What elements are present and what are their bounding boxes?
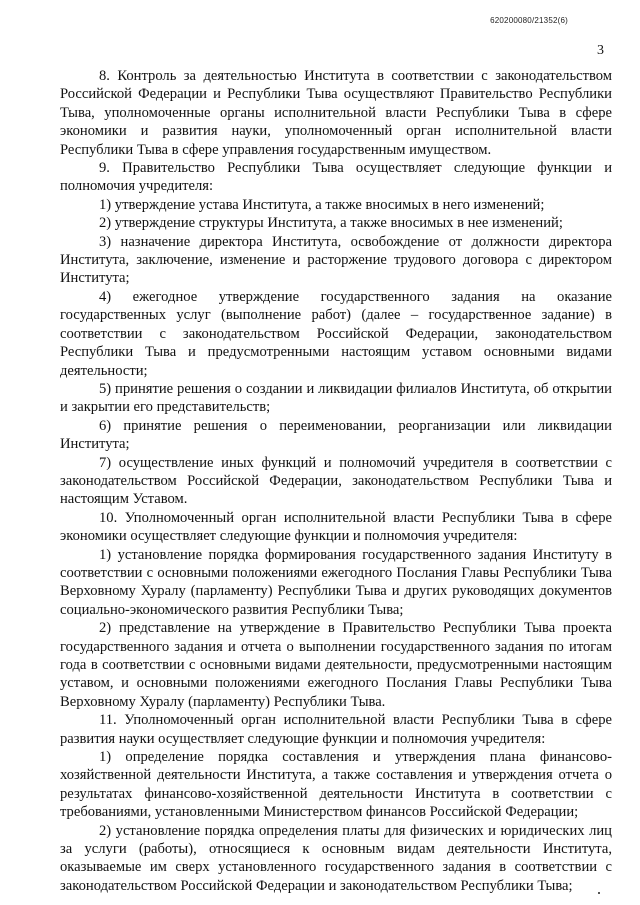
list-item: 1) определение порядка составления и утверждения плана финансово-хозяйственной деятельности Института, а также составления и утверждения отчета о результатах финансово-хозяйственной деятельности Института в соответствии с требованиями, установленными Министерством финансов Российской Федерации;: [60, 749, 612, 821]
list-item: 4) ежегодное утверждение государственного задания на оказание государственных услуг (выполнение работ) (далее – государственное задание) в соответствии с законодательством Российской Федерации, законодательством Республики Тыва и предусмотренными настоящим уставом основными видами деятельности;: [60, 288, 612, 379]
list-item: 5) принятие решения о создании и ликвидации филиалов Института, об открытии и закрытии его представительств;: [60, 380, 612, 416]
paragraph-9: 9. Правительство Республики Тыва осуществляет следующие функции и полномочия учредителя:: [60, 160, 612, 195]
list-item: 1) установление порядка формирования государственного задания Институту в соответствии с основными положениями ежегодного Послания Главы Республики Тыва Верховному Хуралу (парламенту) Республики Тыва и других руководящих документов социально-экономического развития Республики Тыва;: [60, 546, 612, 618]
list-item: 2) утверждение структуры Института, а также вносимых в нее изменений;: [99, 215, 563, 232]
list-item: 6) принятие решения о переименовании, реорганизации или ликвидации Института;: [60, 417, 612, 453]
scan-speck: [598, 892, 600, 894]
paragraph-11: 11. Уполномоченный орган исполнительной власти Республики Тыва в сфере развития науки осуществляет следующие функции и полномочия учредителя:: [60, 712, 612, 747]
page-number: 3: [597, 43, 604, 58]
list-item: 3) назначение директора Института, освобождение от должности директора Института, заключение, изменение и расторжение трудового договора с директором Института;: [60, 233, 612, 287]
list-item: 2) установление порядка определения платы для физических и юридических лиц за услуги (работы), относящиеся к основным видам деятельности Института, оказываемые им сверх установленного государственного задания в соответствии с законодательством Российской Федерации и законодательством Республики Тыва;: [60, 822, 612, 894]
paragraph-8: 8. Контроль за деятельностью Института в соответствии с законодательством Российской Федерации и Республики Тыва осуществляют Правительство Республики Тыва, уполномоченные органы исполнительной власти Республики Тыва в сфере экономики и развития науки, уполномоченный орган исполнительной власти Республики Тыва в сфере управления государственным имуществом.: [60, 68, 612, 158]
list-item: 7) осуществление иных функций и полномочий учредителя в соответствии с законодательством Российской Федерации, законодательством Республики Тыва и настоящим Уставом.: [60, 454, 612, 508]
document-id: 620200080/21352(6): [490, 16, 568, 25]
list-item: 2) представление на утверждение в Правительство Республики Тыва проекта государственного задания и отчета о выполнении государственного задания по итогам года в соответствии с основными видами деятельности, предусмотренными настоящим уставом, и основными положениями ежегодного Послания Главы Республики Тыва Верховному Хуралу (парламенту) Республики Тыва.: [60, 620, 612, 710]
list-item: 1) утверждение устава Института, а также вносимых в него изменений;: [99, 196, 545, 213]
paragraph-10: 10. Уполномоченный орган исполнительной власти Республики Тыва в сфере экономики осуществляет следующие функции и полномочия учредителя:: [60, 509, 612, 545]
document-body: [60, 67, 612, 895]
